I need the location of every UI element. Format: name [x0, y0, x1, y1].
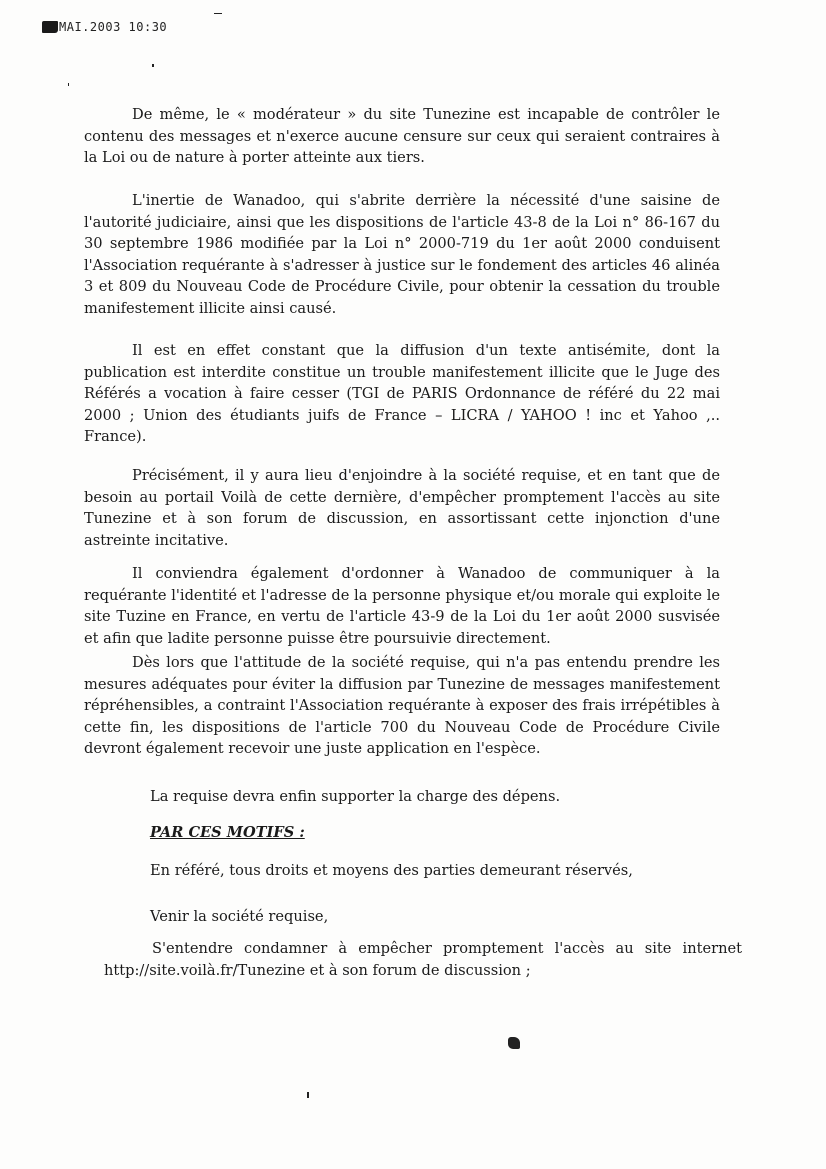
fax-smudge [42, 21, 58, 33]
paragraph-costs: La requise devra enfin supporter la charge des dépens. [150, 788, 561, 805]
paragraph-condemnation: S'entendre condamner à empêcher promptement l'accès au site internet http://site.voilà.fr/Tunezine et à son forum de discussion ; [104, 940, 742, 979]
paragraph-article-700: Dès lors que l'attitude de la société requise, qui n'a pas entendu prendre les mesures adéquates pour éviter la diffusion par Tunezine de messages manifestement répréhensibles, a contraint l'Association requérante à exposer des frais irrépétibles à cette fin, les dispositions de l'article 700 du Nouveau Code de Procédure Civile devront également recevoir une juste application en l'espèce. [84, 654, 720, 757]
fax-header [42, 20, 167, 34]
paragraph-wanadoo-inertia: L'inertie de Wanadoo, qui s'abrite derrière la nécessité d'une saisine de l'autorité judiciaire, ainsi que les dispositions de l'article 43-8 de la Loi n° 86-167 du 30 septembre 1986 modifiée par la Loi n° 2000-719 du 1er août 2000 conduisent l'Association requérante à s'adresser à justice sur le fondement des articles 46 alinéa 3 et 809 du Nouveau Code de Procédure Civile, pour obtenir la cessation du trouble manifestement illicite ainsi causé. [84, 192, 720, 317]
scan-speck [508, 1037, 520, 1049]
scan-speck [214, 13, 222, 14]
paragraph-antisemitic-text: Il est en effet constant que la diffusion d'un texte antisémite, dont la publication est interdite constitue un trouble manifestement illicite que le Juge des Référés a vocation à faire cesser (TGI de PARIS Ordonnance de référé du 22 mai 2000 ; Union des étudiants juifs de France – LICRA / YAHOO ! inc et Yahoo ,.. France). [84, 342, 720, 445]
fax-header-text: MAI.2003 10:30 [59, 20, 168, 34]
scan-speck [307, 1092, 309, 1098]
paragraph-identity-disclosure: Il conviendra également d'ordonner à Wanadoo de communiquer à la requérante l'identité et l'adresse de la personne physique et/ou morale qui exploite le site Tuzine en France, en vertu de l'article 43-9 de la Loi du 1er août 2000 susvisée et afin que ladite personne puisse être poursuivie directement. [84, 565, 720, 647]
section-heading: PAR CES MOTIFS : [150, 824, 305, 841]
scan-speck [68, 83, 69, 86]
paragraph-summary-judgment: En référé, tous droits et moyens des parties demeurant réservés, [150, 862, 633, 879]
paragraph-injunction: Précisément, il y aura lieu d'enjoindre à la société requise, et en tant que de besoin au portail Voilà de cette dernière, d'empêcher promptement l'accès au site Tunezine et à son forum de discussion, en assortissant cette injonction d'une astreinte incitative. [84, 467, 720, 549]
paragraph-moderator: De même, le « modérateur » du site Tunezine est incapable de contrôler le contenu des messages et n'exerce aucune censure sur ceux qui seraient contraires à la Loi ou de nature à porter atteinte aux tiers. [84, 106, 720, 166]
paragraph-summon: Venir la société requise, [150, 908, 329, 925]
scan-speck [152, 64, 154, 67]
